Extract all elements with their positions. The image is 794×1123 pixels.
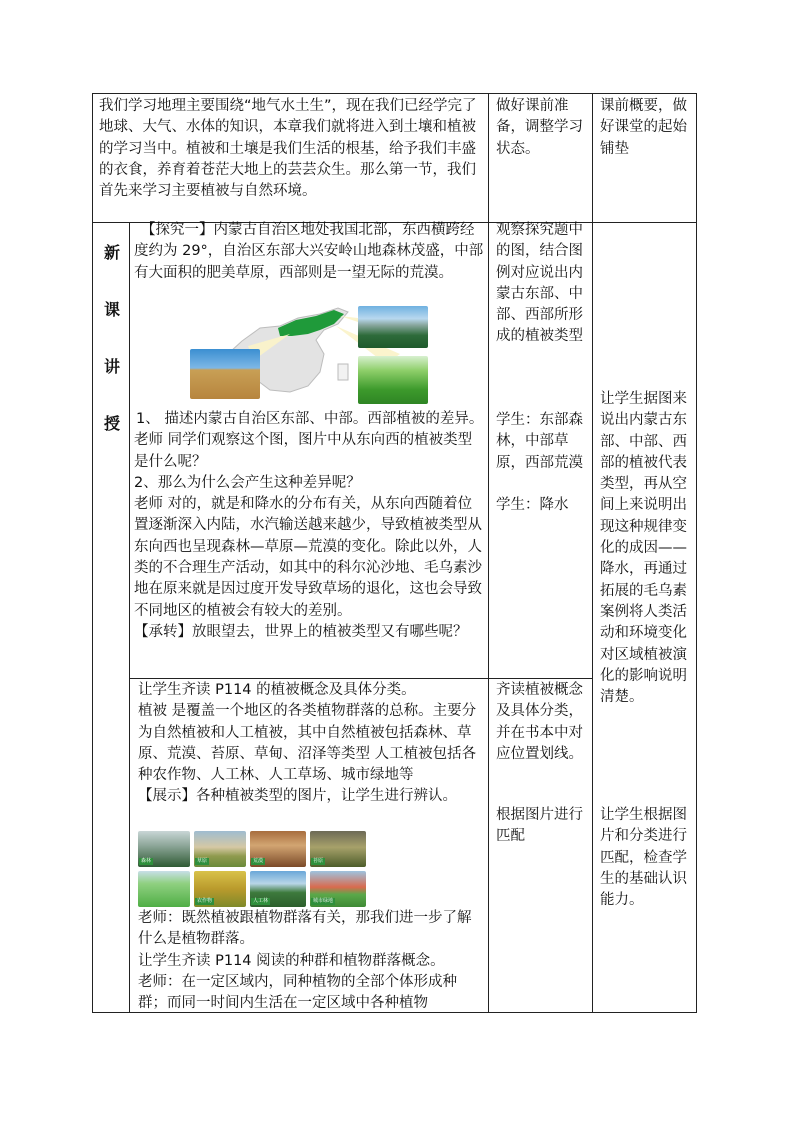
explore-student-answer-1: 学生：东部森林，中部草原，西部荒漠 (496, 412, 583, 471)
vegetation-image-grid (138, 831, 368, 907)
intro-design-intent: 课前概要，做好课堂的起始铺垫 (600, 98, 687, 157)
section-char: 授 (103, 414, 120, 433)
grassland-photo (358, 356, 428, 404)
question-1: 1、 描述内蒙古自治区东部、中部。西部植被的差异。 (136, 411, 484, 427)
section-char: 讲 (103, 357, 120, 376)
explore-tag: 【探究一】 (141, 222, 214, 238)
show-line (138, 786, 484, 807)
section-char: 新 (103, 243, 120, 262)
desert-image (250, 831, 306, 867)
meadow-image (138, 871, 190, 907)
explore-intro-text: 内蒙古自治区地处我国北部，东西横跨经度约为 29°，自治区东部大兴安岭山地森林茂盛，中部有大面积的肥美草原，西部则是一望无际的荒漠。 (134, 222, 484, 281)
image-label: 城市绿地 (313, 898, 334, 904)
column-divider-1 (488, 93, 489, 1013)
table-border-left (92, 93, 93, 1013)
table-border-top (92, 93, 697, 94)
intro-student-activity: 做好课前准备，调整学习状态。 (496, 98, 583, 157)
image-label: 苔原 (313, 858, 324, 864)
design-intent-vegetation: 让学生根据图片和分类进行匹配，检查学生的基础认识能力。 (600, 807, 687, 909)
explore-intro (134, 220, 484, 284)
image-label: 人工林 (253, 898, 269, 904)
image-label: 农作物 (197, 898, 213, 904)
inner-mongolia-figure (190, 306, 430, 406)
forest-photo (358, 306, 428, 348)
forest-image (138, 831, 190, 867)
table-border-right (696, 93, 697, 1013)
vegetation-student-match: 根据图片进行匹配 (496, 807, 583, 845)
vegetation-definition: 植被 是覆盖一个地区的各类植物群落的总称。主要分为自然植被和人工植被，其中自然植被包括森林、草原、荒漠、苔原、草甸、沼泽等类型 人工植被包括各种农作物、人工林、人工草场、城市绿地等 (138, 703, 477, 784)
question-2: 2、那么为什么会产生这种差异呢？ (134, 474, 361, 491)
tundra-image (310, 831, 366, 867)
plantation-image (250, 871, 306, 907)
transition-text: 放眼望去，世界上的植被类型又有哪些呢？ (192, 623, 468, 640)
intro-text: 我们学习地理主要围绕“地气水土生”，现在我们已经学完了地球、大气、水体的知识，本章我们就将进入到土壤和植被的学习当中。植被和土壤是我们生活的根基，给予我们丰盛的衣食，养育着苍茫大地上的芸芸众生。那么第一节，我们首先来学习主要植被与自然环境。 (99, 98, 477, 200)
lesson-table (92, 93, 697, 1013)
crop-image (194, 871, 246, 907)
column-divider-2 (592, 93, 593, 1013)
teacher-line-1: 老师 同学们观察这个图，图片中从东向西的植被类型是什么呢？ (134, 432, 473, 470)
grassland-image (194, 831, 246, 867)
transition (134, 622, 484, 643)
transition-tag: 【承转】 (134, 623, 192, 640)
explore-student-observe: 观察探究题中的图，结合图例对应说出内蒙古东部、中部、西部所形成的植被类型 (496, 222, 583, 345)
teacher-line-4: 老师：在一定区域内，同种植物的全部个体形成种群；而同一时间内生活在一定区域中各种植物 (138, 973, 457, 1012)
community-block (138, 908, 484, 1014)
urban-green-image (310, 871, 366, 907)
vegetation-block (138, 680, 484, 808)
show-text: 各种植被类型的图片，让学生进行辨认。 (196, 788, 457, 805)
explore-student-answer-2: 学生：降水 (496, 497, 569, 513)
vegetation-student-read: 齐读植被概念及具体分类，并在书本中对应位置划线。 (496, 682, 583, 762)
teacher-line-2: 老师 对的，就是和降水的分布有关，从东向西随着位置逐渐深入内陆，水汽输送越来越少，导致植被类型从东向西也呈现森林—草原—荒漠的变化。除此以外，人类的不合理生产活动，如其中的科尔沁沙地、毛乌素沙地在原来就是因过度开发导致草场的退化，这也会导致不同地区的植被会有较大的差别。 (134, 496, 482, 619)
explore-questions (134, 409, 484, 643)
section-divider (129, 222, 130, 1013)
teacher-line-3: 老师：既然植被跟植物群落有关，那我们进一步了解什么是植物群落。 (138, 910, 472, 948)
section-label (97, 243, 127, 471)
image-label: 荒漠 (253, 858, 264, 864)
image-label: 草原 (197, 858, 208, 864)
design-intent-explore: 让学生据图来说出内蒙古东部、中部、西部的植被代表类型，再从空间上来说明出现这种规律变化的成因——降水，再通过拓展的毛乌素案例将人类活动和环境变化对区域植被演化的影响说明清楚。 (600, 391, 687, 706)
image-label: 森林 (141, 858, 152, 864)
section-char: 课 (103, 300, 120, 319)
desert-photo (190, 349, 260, 399)
show-tag: 【展示】 (138, 788, 196, 805)
row-divider-2 (129, 678, 593, 679)
read-instruction: 让学生齐读 P114 的植被概念及具体分类。 (138, 682, 416, 698)
read-instruction-2: 让学生齐读 P114 阅读的种群和植物群落概念。 (138, 952, 445, 969)
